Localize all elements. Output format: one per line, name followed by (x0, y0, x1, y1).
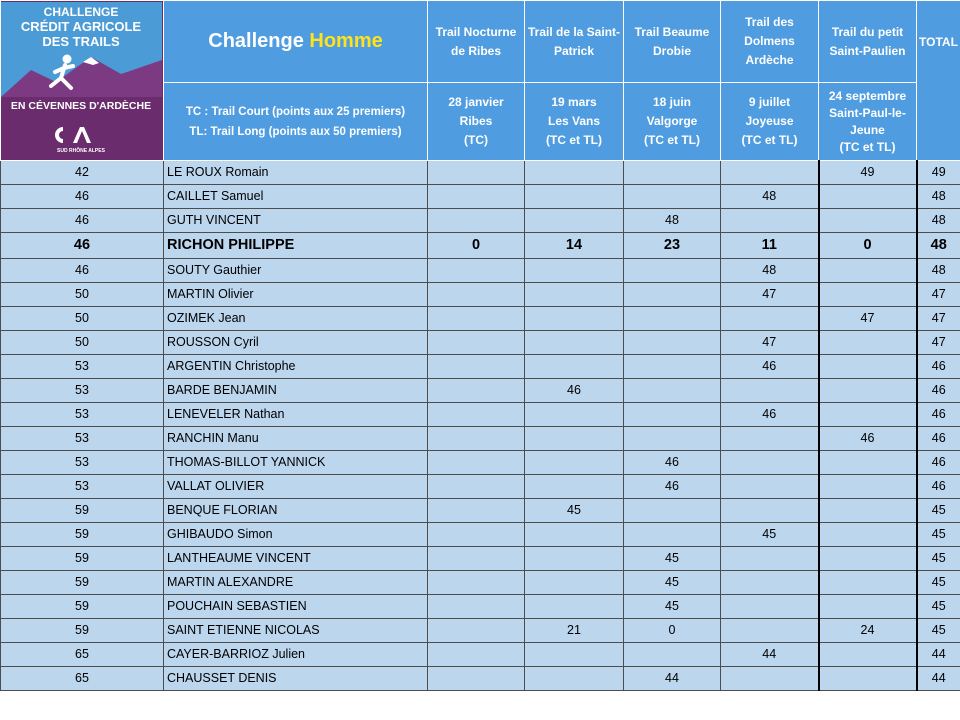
rank-cell: 65 (1, 643, 164, 667)
total-cell: 46 (917, 451, 960, 475)
race-place: Saint-Paul-le-Jeune (829, 105, 906, 137)
score-race-2 (525, 643, 624, 667)
score-race-3 (624, 355, 721, 379)
score-race-3 (624, 185, 721, 209)
score-race-1 (428, 667, 525, 691)
name-cell: GHIBAUDO Simon (164, 523, 428, 547)
race-format: (TC) (464, 133, 488, 147)
rank-cell: 50 (1, 307, 164, 331)
table-row (1, 619, 960, 643)
name-cell: THOMAS-BILLOT YANNICK (164, 451, 428, 475)
name-cell: RICHON PHILIPPE (164, 233, 428, 259)
score-race-1: 0 (428, 233, 525, 259)
table-row (1, 185, 960, 209)
score-race-3: 0 (624, 619, 721, 643)
score-race-3: 46 (624, 451, 721, 475)
total-cell: 48 (917, 209, 960, 233)
rank-cell: 53 (1, 355, 164, 379)
name-cell: SOUTY Gauthier (164, 259, 428, 283)
score-race-1 (428, 643, 525, 667)
score-race-5 (819, 595, 917, 619)
score-race-3: 44 (624, 667, 721, 691)
table-row (1, 283, 960, 307)
name-cell: MARTIN ALEXANDRE (164, 571, 428, 595)
score-race-2 (525, 307, 624, 331)
rule-trail-long: TL: Trail Long (points aux 50 premiers) (189, 125, 402, 138)
name-cell: OZIMEK Jean (164, 307, 428, 331)
rule-trail-court: TC : Trail Court (points aux 25 premiers) (185, 105, 406, 118)
score-race-1 (428, 523, 525, 547)
score-race-1 (428, 161, 525, 185)
race-header-5: Trail du petit Saint-Paulien (819, 1, 917, 83)
rank-cell: 59 (1, 547, 164, 571)
score-race-5: 49 (819, 161, 917, 185)
score-race-5 (819, 379, 917, 403)
score-race-5 (819, 451, 917, 475)
score-race-3 (624, 161, 721, 185)
race-details-5 (819, 83, 917, 161)
score-race-1 (428, 619, 525, 643)
table-row (1, 355, 960, 379)
race-format: (TC et TL) (741, 133, 798, 147)
score-race-3 (624, 643, 721, 667)
score-race-5 (819, 259, 917, 283)
race-format: (TC et TL) (546, 133, 602, 147)
score-race-4: 11 (721, 233, 819, 259)
score-race-5: 24 (819, 619, 917, 643)
score-race-1 (428, 427, 525, 451)
score-race-2: 46 (525, 379, 624, 403)
title-prefix: Challenge (208, 30, 310, 52)
score-race-3 (624, 283, 721, 307)
race-format: (TC et TL) (839, 139, 896, 154)
total-cell: 45 (917, 547, 960, 571)
rank-cell: 59 (1, 595, 164, 619)
race-header-2: Trail de la Saint-Patrick (525, 1, 624, 83)
race-format: (TC et TL) (644, 133, 700, 147)
score-race-4: 46 (721, 403, 819, 427)
rank-cell: 65 (1, 667, 164, 691)
score-race-1 (428, 403, 525, 427)
score-race-1 (428, 185, 525, 209)
score-race-1 (428, 209, 525, 233)
total-header (917, 1, 960, 161)
score-race-4 (721, 307, 819, 331)
score-race-2 (525, 403, 624, 427)
score-race-3 (624, 307, 721, 331)
score-race-3: 46 (624, 475, 721, 499)
score-race-2 (525, 209, 624, 233)
score-race-2 (525, 259, 624, 283)
table-row (1, 571, 960, 595)
race-details-2 (525, 83, 624, 161)
table-row (1, 451, 960, 475)
race-date: 24 septembre (828, 88, 907, 103)
name-cell: LANTHEAUME VINCENT (164, 547, 428, 571)
total-cell: 45 (917, 595, 960, 619)
rank-cell: 59 (1, 499, 164, 523)
score-race-5 (819, 185, 917, 209)
name-cell: GUTH VINCENT (164, 209, 428, 233)
name-cell: VALLAT OLIVIER (164, 475, 428, 499)
rank-cell: 59 (1, 523, 164, 547)
score-race-3 (624, 379, 721, 403)
total-cell: 49 (917, 161, 960, 185)
name-cell: ROUSSON Cyril (164, 331, 428, 355)
table-row (1, 475, 960, 499)
score-race-5 (819, 499, 917, 523)
score-race-1 (428, 451, 525, 475)
score-race-4 (721, 427, 819, 451)
rank-cell: 53 (1, 451, 164, 475)
score-race-4 (721, 499, 819, 523)
score-race-4 (721, 209, 819, 233)
total-cell: 45 (917, 619, 960, 643)
score-race-1 (428, 379, 525, 403)
svg-text:CRÉDIT AGRICOLE: CRÉDIT AGRICOLE (20, 18, 142, 34)
score-race-4: 45 (721, 523, 819, 547)
race-header-1: Trail Nocturne de Ribes (428, 1, 525, 83)
score-race-2 (525, 331, 624, 355)
total-cell: 48 (917, 185, 960, 209)
rank-cell: 46 (1, 259, 164, 283)
score-race-4 (721, 667, 819, 691)
score-race-5 (819, 571, 917, 595)
score-race-4: 47 (721, 283, 819, 307)
score-race-4: 48 (721, 259, 819, 283)
name-cell: LENEVELER Nathan (164, 403, 428, 427)
race-date: 19 mars (551, 95, 597, 109)
table-row (1, 427, 960, 451)
svg-text:DES TRAILS: DES TRAILS (42, 33, 120, 49)
score-race-4 (721, 571, 819, 595)
total-cell: 47 (917, 283, 960, 307)
name-cell: CAILLET Samuel (164, 185, 428, 209)
score-race-2 (525, 451, 624, 475)
score-race-5 (819, 403, 917, 427)
score-race-5 (819, 331, 917, 355)
table-row (1, 161, 960, 185)
trail-runner-logo-icon (1, 2, 162, 160)
total-label: TOTAL (919, 35, 958, 49)
total-cell: 44 (917, 667, 960, 691)
svg-text:CHALLENGE: CHALLENGE (43, 4, 119, 19)
score-race-2: 21 (525, 619, 624, 643)
name-cell: RANCHIN Manu (164, 427, 428, 451)
total-cell: 46 (917, 379, 960, 403)
race-date: 9 juillet (748, 95, 791, 109)
score-race-5 (819, 667, 917, 691)
score-race-5 (819, 209, 917, 233)
score-race-5 (819, 283, 917, 307)
name-cell: LE ROUX Romain (164, 161, 428, 185)
score-race-3: 45 (624, 547, 721, 571)
score-race-3: 45 (624, 571, 721, 595)
score-race-5 (819, 475, 917, 499)
score-race-2: 14 (525, 233, 624, 259)
score-race-4 (721, 619, 819, 643)
header-row-races (1, 1, 960, 83)
total-cell: 47 (917, 331, 960, 355)
score-race-5 (819, 547, 917, 571)
score-race-5 (819, 355, 917, 379)
score-race-4 (721, 475, 819, 499)
score-race-1 (428, 595, 525, 619)
score-race-3: 23 (624, 233, 721, 259)
total-cell: 45 (917, 523, 960, 547)
race-header-4: Trail des Dolmens Ardèche (721, 1, 819, 83)
table-row (1, 209, 960, 233)
score-race-1 (428, 355, 525, 379)
score-race-3 (624, 499, 721, 523)
score-race-2 (525, 427, 624, 451)
rank-cell: 46 (1, 233, 164, 259)
score-race-2 (525, 595, 624, 619)
table-row (1, 403, 960, 427)
table-row (1, 643, 960, 667)
name-cell: ARGENTIN Christophe (164, 355, 428, 379)
points-rules (164, 83, 428, 161)
score-race-4: 48 (721, 185, 819, 209)
table-row (1, 499, 960, 523)
table-row (1, 595, 960, 619)
score-race-1 (428, 307, 525, 331)
score-race-4: 47 (721, 331, 819, 355)
race-place: Les Vans (547, 114, 601, 128)
table-row (1, 331, 960, 355)
score-race-3 (624, 403, 721, 427)
score-race-1 (428, 499, 525, 523)
race-place: Ribes (459, 114, 493, 128)
score-race-5 (819, 643, 917, 667)
title-highlight: Homme (309, 30, 383, 52)
score-race-2 (525, 547, 624, 571)
race-header-3: Trail Beaume Drobie (624, 1, 721, 83)
score-race-3: 45 (624, 595, 721, 619)
score-race-4 (721, 595, 819, 619)
rank-cell: 46 (1, 209, 164, 233)
score-race-2 (525, 523, 624, 547)
rank-cell: 46 (1, 185, 164, 209)
rank-cell: 59 (1, 619, 164, 643)
table-row-highlighted (1, 233, 960, 259)
rank-cell: 50 (1, 283, 164, 307)
total-cell: 46 (917, 355, 960, 379)
svg-text:EN CÉVENNES D'ARDÈCHE: EN CÉVENNES D'ARDÈCHE (10, 99, 152, 112)
table-row (1, 523, 960, 547)
total-cell: 48 (917, 233, 960, 259)
rank-cell: 53 (1, 475, 164, 499)
total-cell: 47 (917, 307, 960, 331)
total-cell: 46 (917, 403, 960, 427)
name-cell: CHAUSSET DENIS (164, 667, 428, 691)
svg-text:SUD RHÔNE ALPES: SUD RHÔNE ALPES (57, 147, 105, 154)
total-cell: 46 (917, 427, 960, 451)
score-race-2 (525, 161, 624, 185)
table-row (1, 307, 960, 331)
score-race-1 (428, 475, 525, 499)
score-race-1 (428, 547, 525, 571)
score-race-1 (428, 259, 525, 283)
name-cell: MARTIN Olivier (164, 283, 428, 307)
total-cell: 44 (917, 643, 960, 667)
table-row (1, 379, 960, 403)
total-cell: 45 (917, 499, 960, 523)
score-race-3 (624, 331, 721, 355)
race-place: Joyeuse (745, 114, 794, 128)
score-race-4 (721, 379, 819, 403)
score-race-2 (525, 667, 624, 691)
total-cell: 46 (917, 475, 960, 499)
table-row (1, 259, 960, 283)
race-details-3 (624, 83, 721, 161)
rank-cell: 53 (1, 403, 164, 427)
race-place: Valgorge (646, 114, 698, 128)
score-race-5: 46 (819, 427, 917, 451)
rank-cell: 59 (1, 571, 164, 595)
score-race-5 (819, 523, 917, 547)
score-race-3 (624, 523, 721, 547)
score-race-2 (525, 355, 624, 379)
rank-cell: 50 (1, 331, 164, 355)
score-race-1 (428, 571, 525, 595)
race-date: 18 juin (652, 95, 691, 109)
total-cell: 45 (917, 571, 960, 595)
score-race-3 (624, 427, 721, 451)
name-cell: BARDE BENJAMIN (164, 379, 428, 403)
rank-cell: 42 (1, 161, 164, 185)
rank-cell: 53 (1, 379, 164, 403)
score-race-2 (525, 283, 624, 307)
race-details-1 (428, 83, 525, 161)
score-race-4: 46 (721, 355, 819, 379)
score-race-3: 48 (624, 209, 721, 233)
table-row (1, 547, 960, 571)
table-row (1, 667, 960, 691)
name-cell: POUCHAIN SEBASTIEN (164, 595, 428, 619)
score-race-2 (525, 475, 624, 499)
score-race-1 (428, 283, 525, 307)
challenge-logo (1, 1, 164, 161)
race-details-4 (721, 83, 819, 161)
name-cell: BENQUE FLORIAN (164, 499, 428, 523)
score-race-4: 44 (721, 643, 819, 667)
page-title (164, 1, 428, 83)
total-cell: 48 (917, 259, 960, 283)
score-race-4 (721, 451, 819, 475)
name-cell: CAYER-BARRIOZ Julien (164, 643, 428, 667)
score-race-4 (721, 161, 819, 185)
score-race-5: 47 (819, 307, 917, 331)
score-race-2 (525, 185, 624, 209)
score-race-2 (525, 571, 624, 595)
rank-cell: 53 (1, 427, 164, 451)
score-race-5: 0 (819, 233, 917, 259)
score-race-1 (428, 331, 525, 355)
name-cell: SAINT ETIENNE NICOLAS (164, 619, 428, 643)
race-date: 28 janvier (448, 95, 504, 109)
score-race-4 (721, 547, 819, 571)
score-race-3 (624, 259, 721, 283)
score-race-2: 45 (525, 499, 624, 523)
